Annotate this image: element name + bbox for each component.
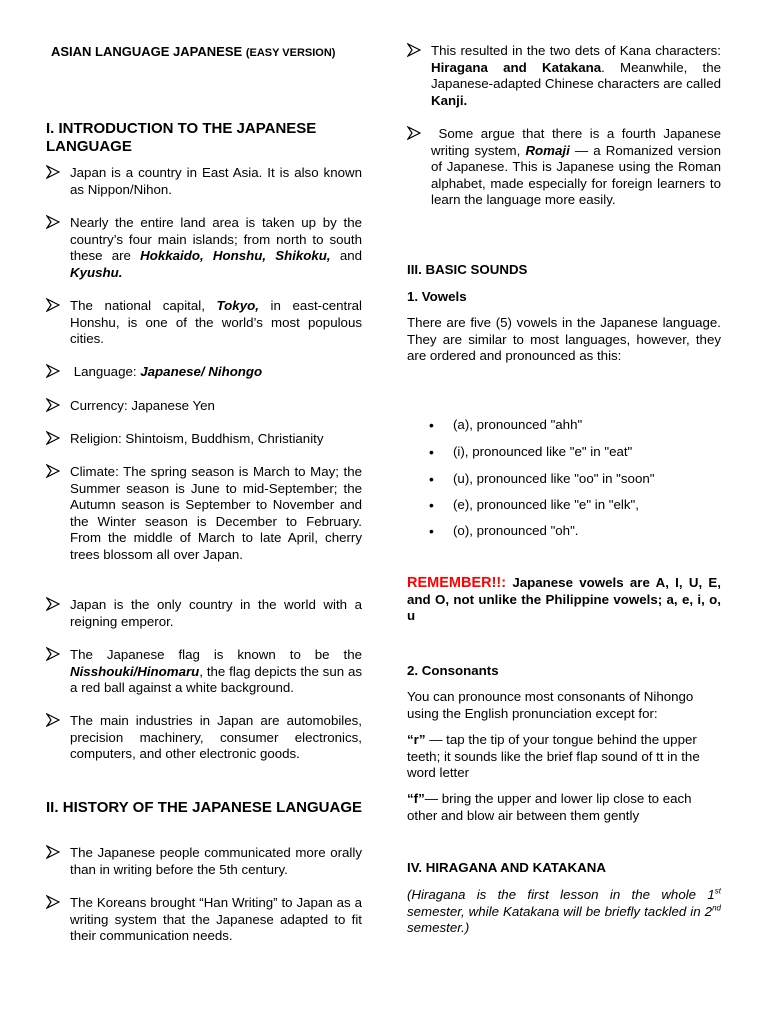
list-item <box>46 464 362 564</box>
vowel-item: • (a), pronounced "ahh" <box>429 417 583 433</box>
consonant-r: “r” — tap the tip of your tongue behind the upper teeth; it sounds like the brief flap sound of tt in the word letter <box>407 732 700 781</box>
arrow-bullet-icon <box>46 364 60 378</box>
arrow-bullet-icon <box>46 165 60 179</box>
section-3-heading: III. BASIC SOUNDS <box>407 262 528 277</box>
arrow-bullet-icon <box>46 895 60 909</box>
consonants-heading: 2. Consonants <box>407 663 499 678</box>
consonants-intro: You can pronounce most consonants of Nihongo using the English pronunciation except for: <box>407 689 694 721</box>
intro-capital: The national capital, Tokyo, in east-central Honshu, is one of the world’s most populous cities. <box>70 298 363 347</box>
arrow-bullet-icon <box>46 713 60 727</box>
arrow-bullet-icon <box>46 845 60 859</box>
list-item <box>46 431 362 448</box>
arrow-bullet-icon <box>407 43 421 57</box>
bullet-dot-icon: • <box>429 497 434 513</box>
arrow-bullet-icon <box>407 126 421 140</box>
vowels-heading: 1. Vowels <box>407 289 467 304</box>
intro-currency: Currency: Japanese Yen <box>70 398 215 413</box>
section-1-heading: I. INTRODUCTION TO THE JAPANESE LANGUAGE <box>46 120 317 155</box>
arrow-bullet-icon <box>46 464 60 478</box>
list-item <box>46 165 362 198</box>
document-title <box>51 44 362 62</box>
bullet-dot-icon: • <box>429 444 434 460</box>
intro-country: Japan is a country in East Asia. It is also known as Nippon/Nihon. <box>70 165 362 197</box>
list-item <box>46 215 362 281</box>
intro-religion: Religion: Shintoism, Buddhism, Christianity <box>70 431 324 446</box>
vowels-intro: There are five (5) vowels in the Japanese language. They are similar to most languages, however, they are ordered and pronounced as this: <box>407 315 721 364</box>
list-item <box>46 398 362 415</box>
list-item <box>46 298 362 348</box>
list-item <box>407 126 721 209</box>
arrow-bullet-icon <box>46 298 60 312</box>
list-item <box>46 713 362 763</box>
section-2-heading: II. HISTORY OF THE JAPANESE LANGUAGE <box>46 799 362 816</box>
intro-industries: The main industries in Japan are automobiles, precision machinery, consumer electronics, computers, and other electronic goods. <box>70 713 362 762</box>
list-item <box>46 597 362 630</box>
arrow-bullet-icon <box>46 431 60 445</box>
intro-islands: Nearly the entire land area is taken up by the country’s four main islands; from north to south these are Hokkaido, Honshu, Shikoku, and Kyushu. <box>70 215 362 280</box>
bullet-dot-icon: • <box>429 471 434 487</box>
list-item <box>46 895 362 945</box>
arrow-bullet-icon <box>46 215 60 229</box>
history-oral: The Japanese people communicated more orally than in writing before the 5th century. <box>70 845 362 877</box>
list-item <box>46 845 362 878</box>
vowel-item: • (e), pronounced like "e" in "elk", <box>429 497 639 513</box>
bullet-dot-icon: • <box>429 523 434 539</box>
arrow-bullet-icon <box>46 398 60 412</box>
consonant-f: “f”— bring the upper and lower lip close to each other and blow air between them gently <box>407 791 692 823</box>
list-item <box>46 647 362 697</box>
hiragana-note: (Hiragana is the first lesson in the whole 1st semester, while Katakana will be briefly tackled in 2nd semester.) <box>407 886 721 936</box>
intro-climate: Climate: The spring season is March to May; the Summer season is June to mid-September; the Autumn season is September to November and the Winter season is December to February. From the middle of March to late April, cherry trees blossom all over Japan. <box>70 464 362 562</box>
title-sub: (EASY VERSION) <box>245 47 336 59</box>
section-4-heading: IV. HIRAGANA AND KATAKANA <box>407 860 606 875</box>
bullet-dot-icon: • <box>429 417 434 433</box>
history-kana: This resulted in the two dets of Kana characters: Hiragana and Katakana. Meanwhile, the Japanese-adapted Chinese characters are called Kanji. <box>431 43 722 108</box>
remember-note: REMEMBER!!: Japanese vowels are A, I, U, E, and O, not unlike the Philippine vowels; a, e, i, o, u <box>407 575 721 624</box>
vowel-item: • (i), pronounced like "e" in "eat" <box>429 444 633 460</box>
list-item <box>46 364 362 381</box>
intro-emperor: Japan is the only country in the world with a reigning emperor. <box>70 597 362 629</box>
arrow-bullet-icon <box>46 597 60 611</box>
list-item <box>407 43 721 109</box>
vowel-item: • (o), pronounced "oh". <box>429 523 579 539</box>
arrow-bullet-icon <box>46 647 60 661</box>
history-romaji: Some argue that there is a fourth Japanese writing system, Romaji — a Romanized version of Japanese. This is Japanese using the Roman alphabet, made especially for foreign learners to learn the language more easily. <box>431 126 721 208</box>
intro-flag: The Japanese flag is known to be the Nisshouki/Hinomaru, the flag depicts the sun as a red ball against a white background. <box>70 647 362 696</box>
history-han-writing: The Koreans brought “Han Writing” to Japan as a writing system that the Japanese adapted to fit their communication needs. <box>70 895 362 944</box>
title-main: ASIAN LANGUAGE JAPANESE <box>51 44 243 59</box>
intro-language: Language: Japanese/ Nihongo <box>73 364 263 379</box>
vowel-item: • (u), pronounced like "oo" in "soon" <box>429 471 655 487</box>
